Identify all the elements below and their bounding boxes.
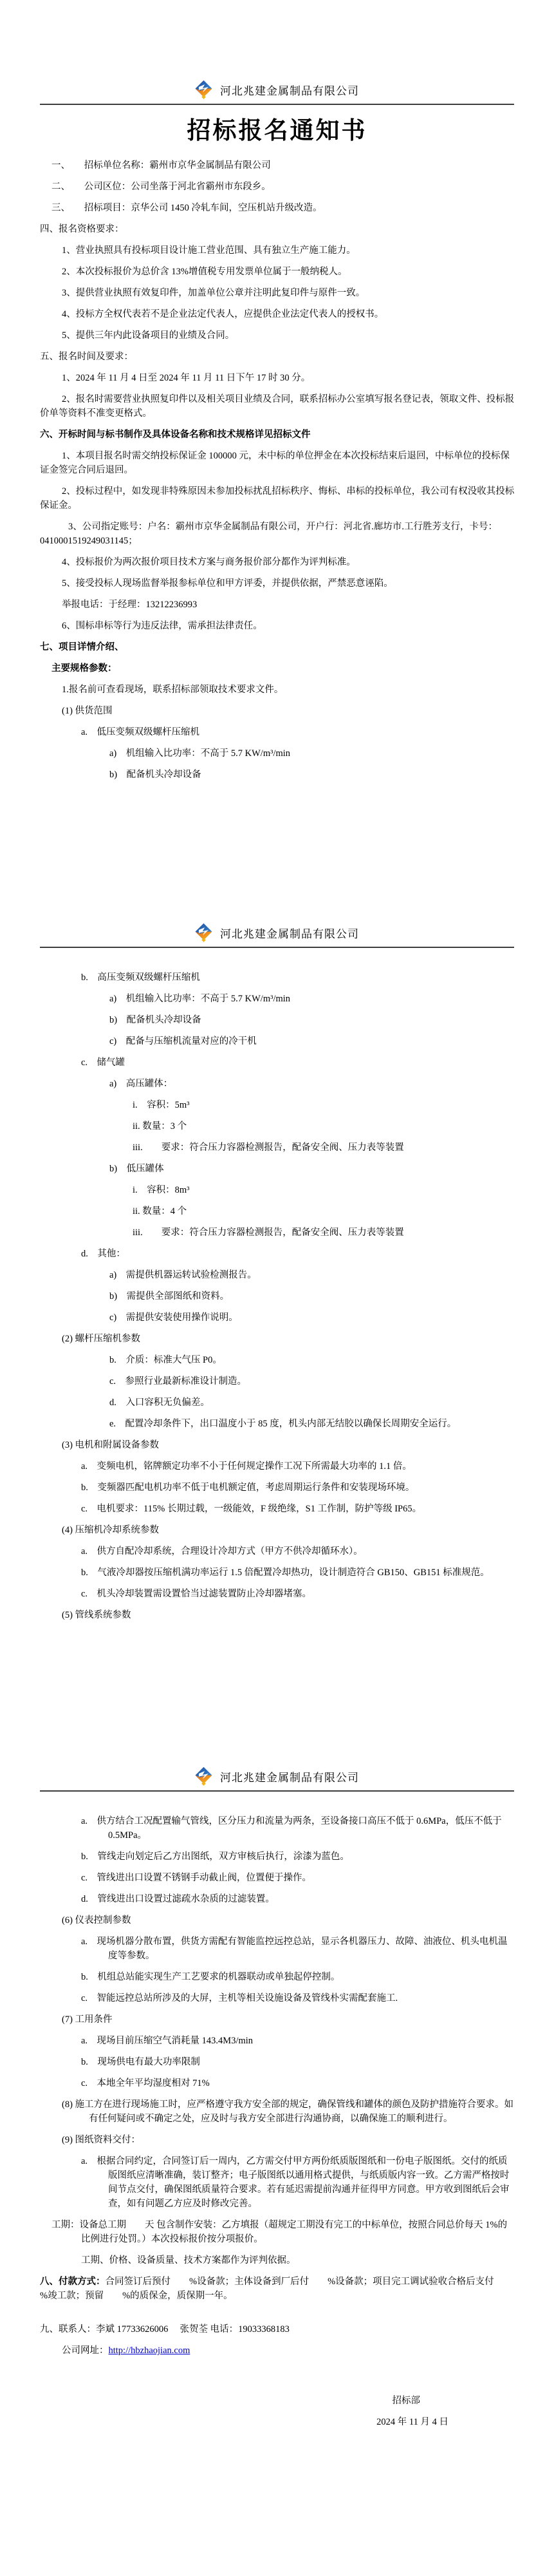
doc-paragraph: ii. 数量：3 个 xyxy=(133,1121,187,1132)
doc-paragraph: 2、本次投标报价为总价含 13%增值税专用发票单位属于一般纳税人。 xyxy=(62,267,347,277)
doc-paragraph: ii. 数量：4 个 xyxy=(133,1206,187,1217)
doc-paragraph: b. 机组总站能实现生产工艺要求的机器联动或单独起停控制。 xyxy=(81,1972,340,1982)
doc-paragraph: iii. 要求：符合压力容器检测报告，配备安全阀、压力表等装置 xyxy=(133,1227,404,1238)
doc-paragraph: b. 气液冷却器按压缩机满功率运行 1.5 倍配置冷却热功，设计制造符合 GB150、GB151 标准规范。 xyxy=(81,1567,490,1578)
header-divider xyxy=(40,104,514,105)
doc-paragraph: 4、投标方全权代表若不是企业法定代表人，应提供企业法定代表人的授权书。 xyxy=(62,309,384,319)
page-2 xyxy=(0,858,554,1718)
doc-paragraph: 3、公司指定账号：户名：霸州市京华金属制品有限公司，开户行：河北省.廊坊市.工行胜芳支行，卡号：0410001519249031145； xyxy=(40,522,497,546)
doc-paragraph: 六、开标时间与标书制作及具体设备名称和技术规格详见招标文件 xyxy=(40,430,311,440)
doc-paragraph: b. 介质：标准大气压 P0。 xyxy=(109,1355,222,1365)
doc-paragraph: 招标部 xyxy=(392,2396,420,2406)
doc-paragraph: (7) 工用条件 xyxy=(62,2014,113,2025)
doc-paragraph: (9) 图纸资料交付： xyxy=(62,2135,141,2145)
doc-paragraph: iii. 要求：符合压力容器检测报告，配备安全阀、压力表等装置 xyxy=(133,1142,404,1153)
doc-paragraph: 5、接受投标人现场监督举报参标单位和甲方评委，并提供依据，严禁恶意诬陷。 xyxy=(62,578,393,589)
doc-paragraph: d. 管线进出口设置过滤疏水杂质的过滤装置。 xyxy=(81,1894,275,1904)
doc-paragraph: b. 高压变频双级螺杆压缩机 xyxy=(81,972,200,983)
page-header xyxy=(0,858,554,942)
page-content xyxy=(40,971,515,1622)
doc-paragraph: (8) 施工方在进行现场施工时，应严格遵守我方安全部的规定，确保管线和罐体的颜色及防护措施符合要求。如有任何疑问或不确定之处，应及时与我方安全部进行沟通协商，以确保施工的顺利进行。 xyxy=(62,2099,514,2124)
doc-paragraph: 七、项目详情介绍、 xyxy=(40,642,124,652)
doc-paragraph: a) 机组输入比功率：不高于 5.7 KW/m³/min xyxy=(109,748,291,759)
doc-paragraph: (5) 管线系统参数 xyxy=(62,1610,131,1620)
doc-paragraph: 公司网址：http://hbzhaojian.com xyxy=(62,2345,190,2356)
company-logo-icon xyxy=(195,1766,212,1786)
doc-paragraph: a. 供方结合工况配置输气管线，区分压力和流量为两条，至设备接口高压不低于 0.6MPa，低压不低于 0.5MPa。 xyxy=(81,1816,502,1841)
page-header xyxy=(0,1718,554,1786)
doc-paragraph: c. 参照行业最新标准设计制造。 xyxy=(109,1376,247,1387)
doc-paragraph: a) 需提供机器运转试验检测报告。 xyxy=(109,1270,257,1280)
doc-paragraph: 3、提供营业执照有效复印件，加盖单位公章并注明此复印件与原件一致。 xyxy=(62,288,365,298)
doc-paragraph: a) 高压罐体： xyxy=(109,1079,173,1089)
doc-paragraph: 五、报名时间及要求： xyxy=(40,352,133,362)
company-website-link[interactable]: http://hbzhaojian.com xyxy=(108,2345,190,2356)
doc-paragraph: c. 本地全年平均湿度相对 71% xyxy=(81,2078,210,2088)
doc-paragraph: b. 变频器匹配电机功率不低于电机额定值，考虑周期运行条件和安装现场环境。 xyxy=(81,1482,415,1493)
doc-paragraph: 主要规格参数： xyxy=(51,663,117,674)
doc-paragraph: 八、付款方式：合同签订后预付 %设备款；主体设备到厂后付 %设备款；项目完工调试验收合格后支付 %竣工款；预留 %的质保金，质保期一年。 xyxy=(40,2277,513,2301)
doc-paragraph: c. 电机要求：115% 长期过载，一级能效，F 级绝缘，S1 工作制，防护等级 IP65。 xyxy=(81,1504,422,1514)
doc-paragraph: a. 根据合同约定，合同签订后一周内，乙方需交付甲方两份纸质版图纸和一份电子版图纸。交付的纸质版图纸应清晰准确，装订整齐；电子版图纸以通用格式提供，与纸质版内容一致。乙方需严格按时间节点交付，确保图纸质量符合要求。若有延迟需提前沟通并征得甲方同意。甲方收到图纸后会审查，如有问题乙方应及时修改完善。 xyxy=(81,2156,510,2209)
doc-paragraph: 九、联系人：李斌 17733626006 张贺荃 电话：19033368183 xyxy=(40,2324,290,2334)
doc-paragraph: 2、投标过程中，如发现非特殊原因未参加投标扰乱招标秩序、悔标、串标的投标单位，我公司有权没收其投标保证金。 xyxy=(40,486,515,511)
doc-paragraph: (1) 供货范围 xyxy=(62,706,113,716)
doc-paragraph: 四、报名资格要求： xyxy=(40,224,124,234)
doc-paragraph: 1、本项目报名时需交纳投标保证金 100000 元，未中标的单位押金在本次投标结束后退回，中标单位的投标保证金签完合同后退回。 xyxy=(40,451,510,475)
company-logo-icon xyxy=(195,80,212,99)
doc-paragraph: 三、 招标项目：京华公司 1450 冷轧车间，空压机站升级改造。 xyxy=(51,203,322,213)
doc-paragraph: a. 低压变频双级螺杆压缩机 xyxy=(81,727,200,737)
doc-paragraph: c) 需提供安装使用操作说明。 xyxy=(109,1312,238,1323)
doc-paragraph: c. 智能远控总站所涉及的大屏，主机等相关设施设备及管线朴实需配套施工. xyxy=(81,1993,398,2003)
page-header xyxy=(0,0,554,99)
doc-paragraph: b) 配备机头冷却设备 xyxy=(109,770,201,780)
doc-paragraph: d. 入口容积无负偏差。 xyxy=(109,1397,210,1408)
doc-paragraph: (2) 螺杆压缩机参数 xyxy=(62,1334,141,1344)
doc-paragraph: b) 低压罐体 xyxy=(109,1164,164,1174)
doc-paragraph: b. 管线走向划定后乙方出图纸，双方审核后执行，涂漆为蓝色。 xyxy=(81,1852,349,1862)
doc-paragraph: 举报电话：于经理：13212236993 xyxy=(62,600,198,610)
company-name: 河北兆建金属制品有限公司 xyxy=(220,927,359,940)
doc-paragraph: a. 供方自配冷却系统，合理设计冷却方式（甲方不供冷却循环水）。 xyxy=(81,1546,363,1557)
page-content xyxy=(40,158,515,782)
page-content xyxy=(40,1814,515,2429)
doc-paragraph: 1、2024 年 11 月 4 日至 2024 年 11 月 11 日下午 17 时 30 分。 xyxy=(62,373,311,383)
doc-paragraph: b. 现场供电有最大功率限制 xyxy=(81,2057,200,2067)
page-1 xyxy=(0,0,554,858)
doc-paragraph: (3) 电机和附属设备参数 xyxy=(62,1440,160,1450)
company-name: 河北兆建金属制品有限公司 xyxy=(220,1771,359,1784)
header-divider xyxy=(40,1790,514,1792)
page-3 xyxy=(0,1718,554,2576)
doc-paragraph: (4) 压缩机冷却系统参数 xyxy=(62,1525,160,1535)
doc-paragraph: 二、 公司区位：公司坐落于河北省霸州市东段乡。 xyxy=(51,182,271,192)
doc-paragraph: 工期、价格、设备质量、技术方案都作为评判依据。 xyxy=(81,2255,296,2266)
doc-paragraph: c) 配备与压缩机流量对应的冷干机 xyxy=(109,1036,257,1046)
doc-paragraph: a. 变频电机，铭牌额定功率不小于任何规定操作工况下所需最大功率的 1.1 倍。 xyxy=(81,1461,412,1472)
doc-paragraph: 1.报名前可查看现场，联系招标部领取技术要求文件。 xyxy=(62,685,284,695)
header-divider xyxy=(40,947,514,948)
doc-paragraph: d. 其他： xyxy=(81,1249,125,1259)
doc-paragraph: 工期：设备总工期 天 包含制作安装：乙方填报（超规定工期没有完工的中标单位，按照合同总价每天 1%的比例进行处罚。）本次投标报价按分项报价。 xyxy=(51,2220,508,2244)
doc-paragraph: c. 机头冷却装置需设置恰当过滤装置防止冷却器堵塞。 xyxy=(81,1589,312,1599)
doc-paragraph: (6) 仪表控制参数 xyxy=(62,1915,131,1926)
company-name: 河北兆建金属制品有限公司 xyxy=(220,84,359,97)
doc-paragraph: a. 现场机器分散布置，供货方需配有智能监控远控总站，显示各机器压力、故障、油液位、机头电机温度等参数。 xyxy=(81,1937,508,1961)
doc-paragraph: i. 容积：8m³ xyxy=(133,1185,190,1195)
doc-paragraph: 一、 招标单位名称：霸州市京华金属制品有限公司 xyxy=(51,160,271,171)
company-logo-icon xyxy=(195,923,212,942)
doc-paragraph: 5、提供三年内此设备项目的业绩及合同。 xyxy=(62,330,235,341)
bold-label: 八、付款方式： xyxy=(40,2277,106,2287)
doc-paragraph: a) 机组输入比功率：不高于 5.7 KW/m³/min xyxy=(109,994,291,1004)
doc-paragraph: b) 需提供全部图纸和资料。 xyxy=(109,1291,230,1302)
doc-paragraph: 1、营业执照具有投标项目设计施工营业范围、具有独立生产施工能力。 xyxy=(62,245,356,256)
doc-paragraph: 4、投标报价为两次报价项目技术方案与商务报价部分都作为评判标准。 xyxy=(62,557,356,567)
doc-paragraph: 6、围标串标等行为违反法律，需承担法律责任。 xyxy=(62,621,263,631)
doc-paragraph: c. 管线进出口设置不锈钢手动截止阀，位置便于操作。 xyxy=(81,1873,312,1883)
doc-paragraph: b) 配备机头冷却设备 xyxy=(109,1015,201,1025)
page-title: 招标报名通知书 xyxy=(187,117,367,144)
doc-paragraph: c. 储气罐 xyxy=(81,1057,125,1068)
doc-paragraph: a. 现场目前压缩空气消耗量 143.4M3/min xyxy=(81,2036,254,2046)
doc-paragraph: 2、报名时需要营业执照复印件以及相关项目业绩及合同，联系招标办公室填写报名登记表，领取文件、投标报价单等资料不准变更格式。 xyxy=(40,394,515,419)
doc-paragraph: e. 配置冷却条件下，出口温度小于 85 度，机头内部无结胶以确保长周期安全运行。 xyxy=(109,1419,457,1429)
doc-paragraph: i. 容积：5m³ xyxy=(133,1100,190,1110)
doc-paragraph: 2024 年 11 月 4 日 xyxy=(376,2417,448,2427)
